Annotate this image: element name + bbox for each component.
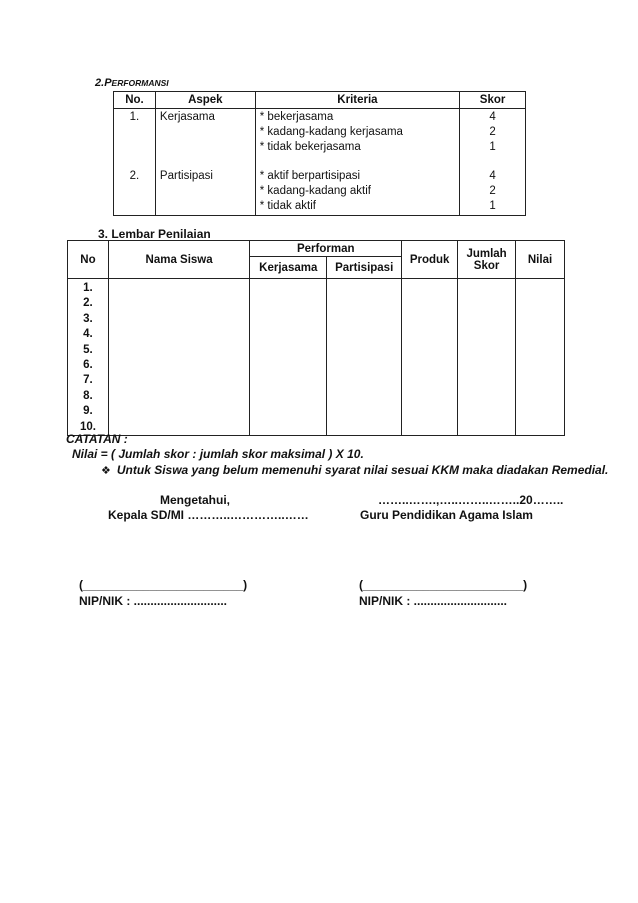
- row-no: 1.: [114, 109, 156, 157]
- right-name-blank: (________________________): [359, 578, 528, 592]
- row-aspek: Partisipasi: [155, 168, 255, 216]
- header-skor: Skor: [460, 92, 526, 109]
- produk-cell: [402, 279, 458, 436]
- section2-title-num: 2.: [95, 77, 105, 89]
- partisipasi-cell: [327, 279, 402, 436]
- student-number: 10.: [79, 420, 96, 433]
- skor-value: 1: [489, 141, 496, 153]
- student-number: 8.: [83, 389, 93, 402]
- performance-criteria-table: [113, 91, 526, 216]
- header-kerjasama: Kerjasama: [250, 257, 327, 279]
- header-jumlah-skor: [458, 241, 516, 279]
- section3-title: 3. Lembar Penilaian: [98, 227, 211, 241]
- row-skor: [460, 168, 526, 216]
- guru-role: Guru Pendidikan Agama Islam: [360, 508, 533, 522]
- header-performan: Performan: [250, 241, 402, 257]
- student-number: 5.: [83, 343, 93, 356]
- date-line: ……..…….,…..……..……..20……..: [378, 493, 564, 507]
- catatan-title: CATATAN :: [66, 432, 128, 446]
- catatan-note-text: Untuk Siswa yang belum memenuhi syarat nilai sesuai KKM maka diadakan Remedial.: [116, 463, 609, 477]
- nilai-cell: [516, 279, 565, 436]
- left-name-blank: (________________________): [79, 578, 248, 592]
- kriteria-item: * aktif berpartisipasi: [259, 170, 361, 182]
- student-number: 4.: [83, 328, 93, 341]
- kriteria-item: * tidak bekerjasama: [259, 141, 361, 153]
- row-kriteria: [255, 168, 459, 216]
- student-number: 2.: [83, 297, 93, 310]
- section2-title-first: P: [104, 77, 112, 89]
- kerjasama-cell: [250, 279, 327, 436]
- skor-value: 2: [489, 126, 496, 138]
- skor-value: 1: [489, 200, 496, 212]
- jumlah-line-2: Skor: [473, 259, 500, 272]
- section2-title: [95, 77, 169, 89]
- student-numbers: [68, 279, 109, 436]
- student-number: 1.: [83, 282, 93, 294]
- jumlah-line-1: Jumlah: [466, 247, 507, 260]
- section2-title-rest: ERFORMANSI: [111, 78, 169, 88]
- diamond-bullet-icon: ❖: [101, 464, 111, 477]
- header-kriteria: Kriteria: [255, 92, 459, 109]
- mengetahui-label: Mengetahui,: [160, 493, 231, 507]
- header-produk: Produk: [402, 241, 458, 279]
- left-nip: NIP/NIK : ............................: [79, 594, 228, 608]
- header-nama-siswa: Nama Siswa: [108, 241, 249, 279]
- header-partisipasi: Partisipasi: [327, 257, 402, 279]
- catatan-formula: Nilai = ( Jumlah skor : jumlah skor maksimal ) X 10.: [72, 447, 364, 461]
- skor-value: 4: [489, 170, 496, 182]
- assessment-header-row-1: [68, 241, 565, 257]
- criteria-row-partisipasi: [114, 168, 526, 216]
- criteria-row-kerjasama: [114, 109, 526, 157]
- student-number: 7.: [83, 374, 93, 387]
- header-nilai: Nilai: [516, 241, 565, 279]
- assessment-sheet-table: [67, 240, 565, 436]
- right-nip: NIP/NIK : ............................: [359, 594, 508, 608]
- header-aspek: Aspek: [155, 92, 255, 109]
- kriteria-item: * kadang-kadang kerjasama: [259, 126, 403, 138]
- row-skor: [460, 109, 526, 157]
- kriteria-item: * kadang-kadang aktif: [259, 185, 371, 197]
- header-no: No.: [114, 92, 156, 109]
- row-aspek: Kerjasama: [155, 109, 255, 157]
- catatan-note: [101, 463, 608, 477]
- nama-siswa-cell: [108, 279, 249, 436]
- kriteria-item: * tidak aktif: [259, 200, 316, 212]
- jumlah-skor-cell: [458, 279, 516, 436]
- header-no: No: [68, 241, 109, 279]
- kriteria-item: * bekerjasama: [259, 111, 334, 123]
- skor-value: 2: [489, 185, 496, 197]
- student-number: 6.: [83, 359, 93, 372]
- assessment-body-row: [68, 279, 565, 436]
- criteria-spacer-row: [114, 156, 526, 168]
- kepala-role: Kepala SD/MI ………..…………..……: [108, 508, 309, 522]
- criteria-header-row: [114, 92, 526, 109]
- row-no: 2.: [114, 168, 156, 216]
- row-kriteria: [255, 109, 459, 157]
- student-number: 9.: [83, 405, 93, 418]
- skor-value: 4: [489, 111, 496, 123]
- student-number: 3.: [83, 312, 93, 325]
